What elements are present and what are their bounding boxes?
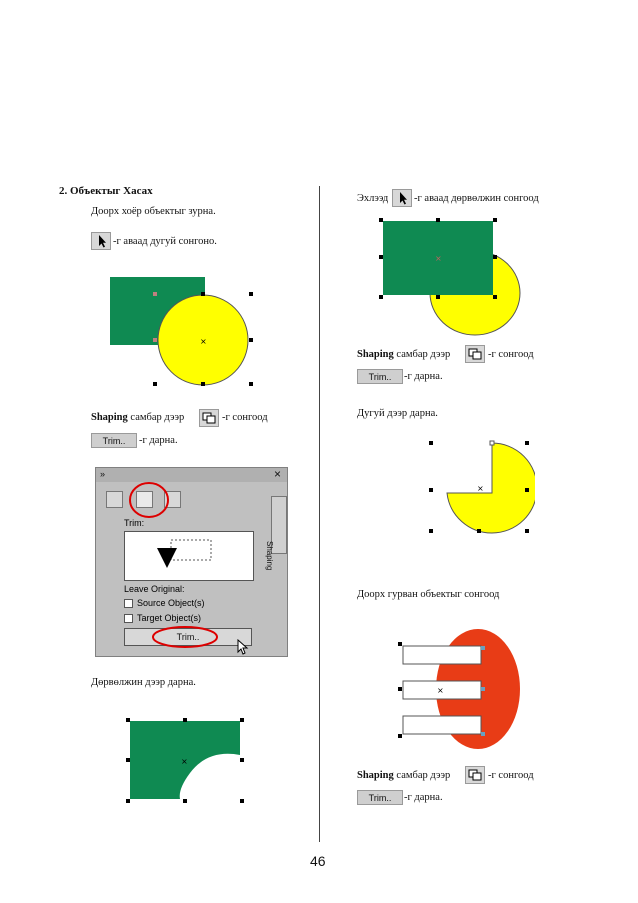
right-step1-suffix: -г аваад дөрвөлжин сонгоод: [414, 193, 539, 204]
highlight-circle: [128, 481, 170, 521]
trim-button[interactable]: Trim..: [91, 433, 137, 448]
section-heading: 2. Объектыг Хасах: [59, 185, 153, 197]
center-mark-icon: ×: [437, 686, 444, 695]
right-pick-tool-button[interactable]: [392, 189, 412, 207]
side-tab-label: Shaping: [265, 541, 274, 571]
page-number: 46: [310, 853, 326, 869]
right-trim-icon-button[interactable]: [465, 345, 485, 363]
preview-graphic: [125, 532, 251, 578]
step2-text: самбар дээр: [130, 412, 185, 423]
column-divider: [319, 186, 320, 842]
pointer-arrow-icon: [393, 190, 411, 206]
right-step4-text: Дугуй дээр дарна.: [357, 408, 438, 419]
right-trim-button[interactable]: Trim..: [357, 369, 403, 384]
right-step6-suffix: -г сонгоод: [488, 770, 534, 781]
leave-original-label: Leave Original:: [124, 584, 185, 594]
pointer-arrow-icon: [92, 233, 110, 249]
step2-suffix: -г сонгоод: [222, 412, 268, 423]
center-mark-icon: ×: [477, 484, 484, 493]
docker-titlebar: [96, 468, 287, 482]
figure-rect-selected: [372, 215, 542, 337]
trim-section-label: Trim:: [124, 518, 145, 528]
right-step2-line: [357, 349, 450, 360]
step2-line: [91, 412, 184, 423]
intro-text: Доорх хоёр объектыг зурна.: [91, 206, 216, 217]
step4-text: Дөрвөлжин дээр дарна.: [91, 677, 196, 688]
trim-icon: [466, 346, 484, 362]
source-label: Source Object(s): [137, 598, 205, 608]
trim-icon: [200, 410, 218, 426]
trim-icon: [466, 767, 484, 783]
docker-side-tab[interactable]: [265, 496, 287, 571]
weld-tab-button[interactable]: [106, 491, 123, 508]
collapse-icon[interactable]: »: [100, 469, 106, 479]
white-bar-3: [403, 716, 481, 734]
right-step6-line: [357, 770, 450, 781]
shaping-word: Shaping: [91, 412, 128, 423]
pick-tool-button[interactable]: [91, 232, 111, 250]
shaping-word: Shaping: [357, 349, 394, 360]
selection-handles: [398, 642, 402, 738]
step1-text: -г аваад дугуй сонгоно.: [113, 236, 217, 247]
mouse-cursor-icon: [237, 639, 251, 655]
step3-text: -г дарна.: [139, 435, 178, 446]
trimmed-yellow-shape: [447, 443, 535, 533]
highlight-ellipse: [151, 624, 219, 650]
trim-preview: [124, 531, 254, 581]
close-icon[interactable]: ×: [274, 467, 282, 481]
shaping-word: Shaping: [357, 770, 394, 781]
right-trim-icon-button-2[interactable]: [465, 766, 485, 784]
white-bar-1: [403, 646, 481, 664]
right-step2-text: самбар дээр: [396, 349, 451, 360]
right-trim-button-2[interactable]: Trim..: [357, 790, 403, 805]
shaping-docker: [95, 467, 288, 657]
figure-rect-circle: [105, 262, 265, 392]
right-step5-text: Доорх гурван объектыг сонгоод: [357, 589, 500, 600]
right-step2-suffix: -г сонгоод: [488, 349, 534, 360]
figure-three-objects: [393, 624, 533, 754]
figure-trimmed-rectangle: [118, 713, 258, 811]
trim-icon-button[interactable]: [199, 409, 219, 427]
figure-trimmed-circle: [425, 436, 535, 536]
center-mark-icon: ×: [181, 757, 188, 766]
target-label: Target Object(s): [137, 613, 202, 623]
center-mark-icon: ×: [200, 337, 207, 346]
center-mark-icon: ×: [435, 254, 442, 263]
right-step7-text: -г дарна.: [404, 792, 443, 803]
right-step6-text: самбар дээр: [396, 770, 451, 781]
source-checkbox[interactable]: [124, 599, 133, 608]
panel-trim-button[interactable]: Trim..: [124, 628, 252, 646]
target-checkbox[interactable]: [124, 614, 133, 623]
right-step1-prefix: Эхлээд: [357, 193, 389, 204]
right-step3-text: -г дарна.: [404, 371, 443, 382]
